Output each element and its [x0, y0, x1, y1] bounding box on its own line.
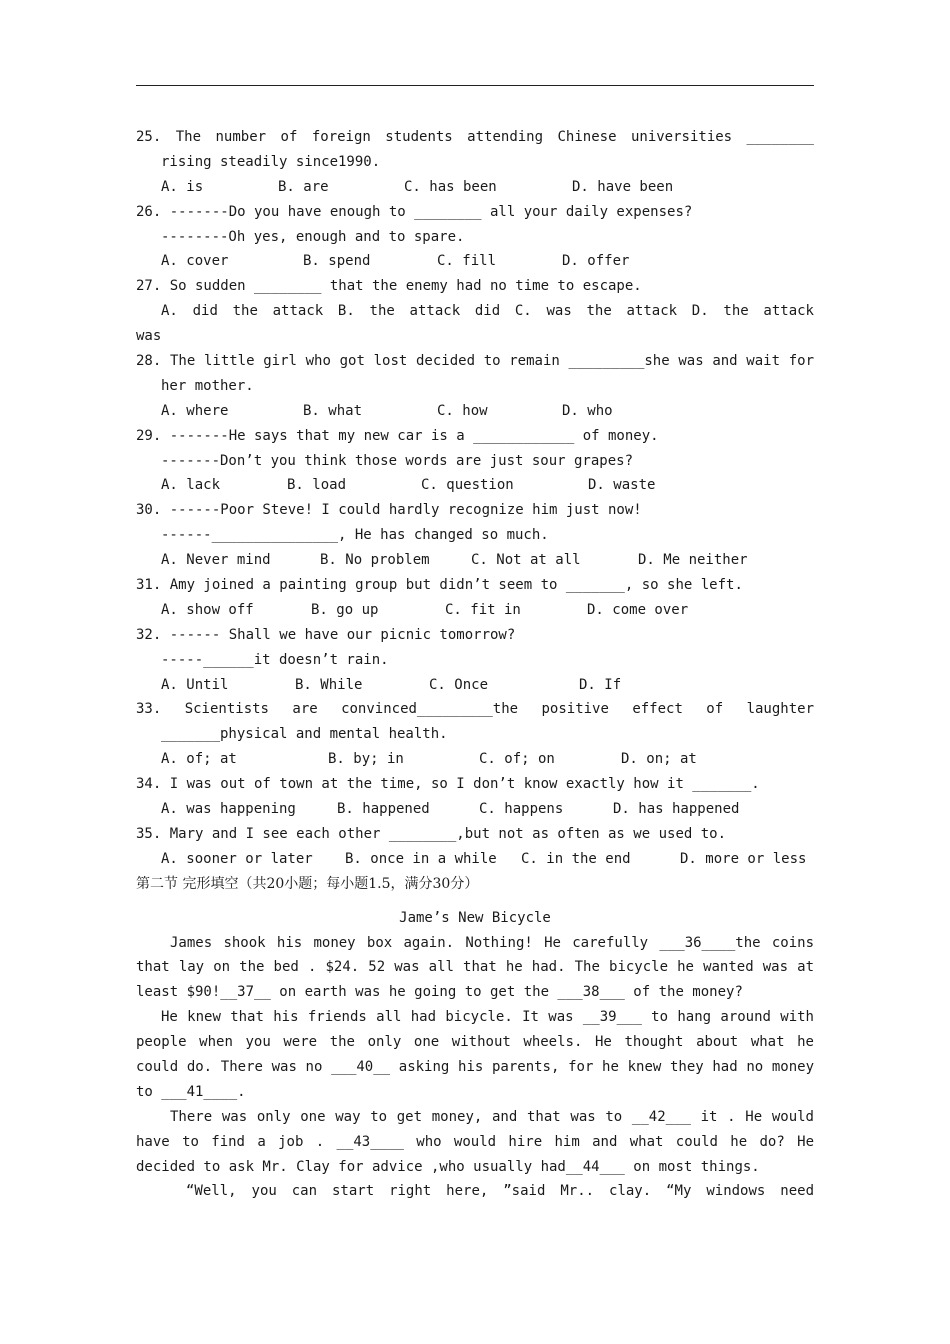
q33-option-d[interactable]: D. on; at: [621, 751, 697, 768]
q26-option-c[interactable]: C. fill: [437, 253, 497, 270]
q34-option-c[interactable]: C. happens: [479, 801, 564, 818]
exam-page: [136, 125, 814, 1204]
q30-reply: ------_______________, He has changed so much.: [161, 527, 549, 544]
passage-p3-line1: There was only one way to get money, and that was to __42___ it . He would: [170, 1108, 814, 1125]
passage-p2-line3: could do. There was no ___40__ asking his parents, for he knew they had no money: [136, 1058, 814, 1075]
q28-option-a[interactable]: A. where: [161, 402, 229, 419]
q29-option-d[interactable]: D. waste: [588, 477, 656, 494]
q25-options: [136, 175, 814, 200]
q31-option-d[interactable]: D. come over: [587, 601, 689, 618]
q34-stem: 34. I was out of town at the time, so I don’t know exactly how it _______.: [136, 776, 760, 793]
q29-stem: 29. -------He says that my new car is a ____________ of money.: [136, 427, 659, 444]
q29-option-a[interactable]: A. lack: [161, 477, 221, 494]
passage-p2-line4: to ___41____.: [136, 1083, 246, 1100]
passage-p1-line1: James shook his money box again. Nothing! He carefully ___36____the coins: [170, 934, 814, 951]
q30-option-c[interactable]: C. Not at all: [471, 552, 581, 569]
q34-option-d[interactable]: D. has happened: [613, 801, 740, 818]
q35-option-b[interactable]: B. once in a while: [345, 850, 497, 867]
q34-option-b[interactable]: B. happened: [337, 801, 430, 818]
q32-option-c[interactable]: C. Once: [429, 676, 489, 693]
passage-p1-line3: least $90!__37__ on earth was he going to get the ___38___ of the money?: [136, 984, 743, 1001]
q30-stem: 30. ------Poor Steve! I could hardly recognize him just now!: [136, 502, 642, 519]
q30-options: [136, 548, 814, 573]
q34-option-a[interactable]: A. was happening: [161, 801, 296, 818]
q27-options-wrap: was: [136, 328, 162, 345]
q26-reply: --------Oh yes, enough and to spare.: [161, 228, 465, 245]
passage-p4-line1: “Well, you can start right here, ”said Mr.. clay. “My windows need: [186, 1183, 814, 1200]
q30-option-b[interactable]: B. No problem: [320, 552, 430, 569]
header-rule: [136, 85, 814, 86]
q33-options: [136, 747, 814, 772]
q27-stem: 27. So sudden ________ that the enemy had no time to escape.: [136, 278, 642, 295]
passage-p1-line2: that lay on the bed . $24. 52 was all that he had. The bicycle he wanted was at: [136, 959, 814, 976]
q32-options: [136, 673, 814, 698]
q34-options: [136, 797, 814, 822]
q28-options: [136, 399, 814, 424]
section-heading: 第二节 完形填空（共20小题；每小题1.5，满分30分）: [136, 875, 479, 892]
q29-option-b[interactable]: B. load: [287, 477, 347, 494]
q25-stem-cont: rising steadily since1990.: [161, 153, 381, 170]
q35-option-d[interactable]: D. more or less: [680, 850, 807, 867]
passage-p3-line3: decided to ask Mr. Clay for advice ,who usually had__44___ on most things.: [136, 1158, 760, 1175]
q31-options: [136, 598, 814, 623]
q33-stem-cont: _______physical and mental health.: [161, 726, 448, 743]
q31-stem: 31. Amy joined a painting group but didn’t seem to _______, so she left.: [136, 577, 743, 594]
q26-options: [136, 249, 814, 274]
q33-option-c[interactable]: C. of; on: [479, 751, 555, 768]
q26-option-d[interactable]: D. offer: [562, 253, 630, 270]
passage-p3-line2: have to find a job . __43____ who would hire him and what could he do? He: [136, 1133, 814, 1150]
q25-option-b[interactable]: B. are: [278, 178, 329, 195]
q28-option-b[interactable]: B. what: [303, 402, 363, 419]
q28-option-d[interactable]: D. who: [562, 402, 613, 419]
q30-option-a[interactable]: A. Never mind: [161, 552, 271, 569]
q35-options: [136, 847, 814, 872]
q33-option-b[interactable]: B. by; in: [328, 751, 404, 768]
q25-option-a[interactable]: A. is: [161, 178, 204, 195]
q32-stem: 32. ------ Shall we have our picnic tomorrow?: [136, 626, 516, 643]
q35-stem: 35. Mary and I see each other ________,but not as often as we used to.: [136, 825, 727, 842]
q32-option-d[interactable]: D. If: [579, 676, 622, 693]
q31-option-b[interactable]: B. go up: [311, 601, 379, 618]
q33-option-a[interactable]: A. of; at: [161, 751, 237, 768]
q26-option-a[interactable]: A. cover: [161, 253, 229, 270]
passage-p2-line2: people when you were the only one without wheels. He thought about what he: [136, 1034, 814, 1051]
q26-stem: 26. -------Do you have enough to ________ all your daily expenses?: [136, 203, 693, 220]
q28-stem-cont: her mother.: [161, 377, 254, 394]
passage-p2-line1: He knew that his friends all had bicycle. It was __39___ to hang around with: [161, 1009, 814, 1026]
passage-title: Jame’s New Bicycle: [399, 909, 551, 926]
q32-option-b[interactable]: B. While: [295, 676, 363, 693]
q31-option-c[interactable]: C. fit in: [445, 601, 521, 618]
q31-option-a[interactable]: A. show off: [161, 601, 254, 618]
q30-option-d[interactable]: D. Me neither: [638, 552, 748, 569]
q28-option-c[interactable]: C. how: [437, 402, 488, 419]
q35-option-c[interactable]: C. in the end: [521, 850, 631, 867]
q25-option-c[interactable]: C. has been: [404, 178, 497, 195]
q33-stem: 33. Scientists are convinced_________the positive effect of laughter: [136, 701, 814, 718]
q35-option-a[interactable]: A. sooner or later: [161, 850, 313, 867]
q25-option-d[interactable]: D. have been: [572, 178, 674, 195]
q27-options[interactable]: A. did the attack B. the attack did C. was the attack D. the attack: [161, 303, 814, 320]
q29-option-c[interactable]: C. question: [421, 477, 514, 494]
q29-options: [136, 473, 814, 498]
q32-option-a[interactable]: A. Until: [161, 676, 229, 693]
q32-reply: -----______it doesn’t rain.: [161, 651, 389, 668]
q28-stem: 28. The little girl who got lost decided to remain _________she was and wait for: [136, 353, 814, 370]
q26-option-b[interactable]: B. spend: [303, 253, 371, 270]
q29-reply: -------Don’t you think those words are just sour grapes?: [161, 452, 634, 469]
q25-stem: 25. The number of foreign students attending Chinese universities ________: [136, 129, 814, 145]
